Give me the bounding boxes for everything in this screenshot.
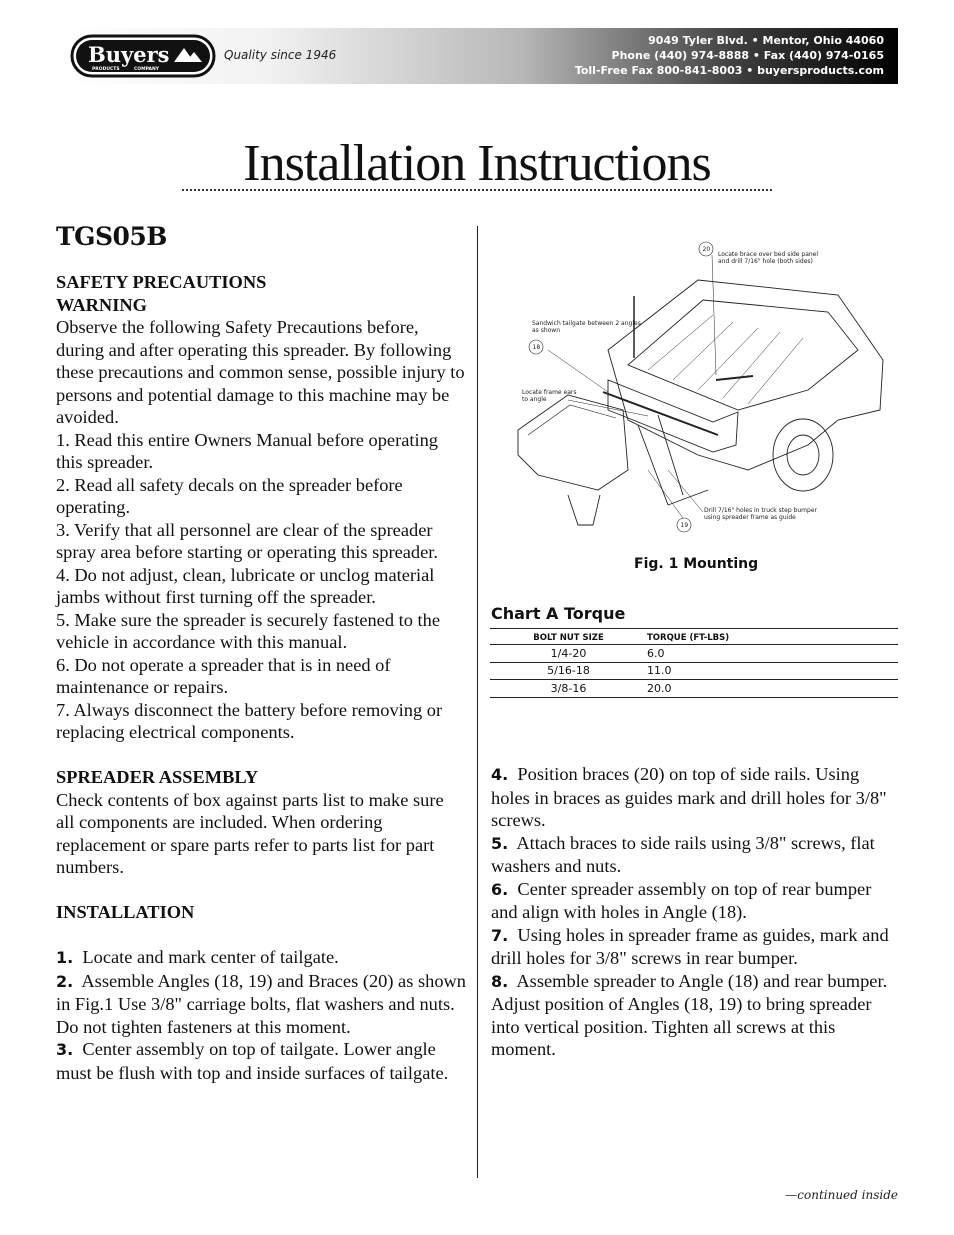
buyers-logo xyxy=(70,34,216,78)
step-text: Assemble Angles (18, 19) and Braces (20) as shown in Fig.1 Use 3/8" carriage bolts, flat washers and nuts. Do not tighten fasteners at this moment. xyxy=(56,970,467,1037)
step-text: Locate and mark center of tailgate. xyxy=(82,947,339,967)
table-row xyxy=(490,645,898,663)
title-dotted-rule xyxy=(182,189,772,191)
note-frame-ears: Locate frame ears xyxy=(522,389,577,396)
install-step xyxy=(491,970,891,1061)
model-number: TGS05B xyxy=(56,222,167,251)
warning-heading: WARNING xyxy=(56,294,147,315)
table-row xyxy=(490,680,898,698)
page-title: Installation Instructions xyxy=(243,135,711,192)
brand-name: Buyers xyxy=(88,42,170,67)
address-line: 9049 Tyler Blvd. • Mentor, Ohio 44060 xyxy=(648,34,884,47)
callout-19 xyxy=(677,518,691,532)
note-tailgate: Sandwich tailgate between 2 angles xyxy=(532,320,641,327)
torque-cell: 11.0 xyxy=(647,662,898,680)
wheel-hub xyxy=(787,435,819,475)
svg-text:18: 18 xyxy=(532,344,541,351)
torque-cell: 20.0 xyxy=(647,680,898,698)
rear-wheel xyxy=(773,419,833,491)
safety-item: 3. Verify that all personnel are clear of the spreader spray area before starting or operating this spreader. xyxy=(56,519,438,562)
table-row xyxy=(490,662,898,680)
bolt-size-cell: 3/8-16 xyxy=(490,680,647,698)
brand-sub-left: PRODUCTS xyxy=(92,67,120,72)
step-number: 3. xyxy=(56,1040,74,1059)
install-step xyxy=(491,832,891,878)
step-text: Position braces (20) on top of side rails. Using holes in braces as guides mark and drill holes for 3/8" screws. xyxy=(491,764,887,830)
note-bumper-2: using spreader frame as guide xyxy=(704,514,796,521)
installation-heading: INSTALLATION xyxy=(56,902,195,922)
assembly-heading: SPREADER ASSEMBLY xyxy=(56,767,259,787)
safety-item: 1. Read this entire Owners Manual before operating this spreader. xyxy=(56,429,438,472)
step-number: 2. xyxy=(56,971,74,991)
safety-item: 6. Do not operate a spreader that is in need of maintenance or repairs. xyxy=(56,654,391,697)
torque-table xyxy=(490,628,898,698)
table-header-row xyxy=(490,629,898,645)
install-step xyxy=(56,946,466,970)
brace-bar xyxy=(716,376,753,380)
note-tailgate-2: as shown xyxy=(532,327,561,334)
note-brace-2: and drill 7/16" hole (both sides) xyxy=(718,258,813,265)
safety-item: 7. Always disconnect the battery before removing or replacing electrical components. xyxy=(56,699,443,742)
torque-cell: 6.0 xyxy=(647,645,898,663)
install-step xyxy=(56,1038,466,1084)
install-step xyxy=(491,878,891,924)
company-address xyxy=(575,33,884,78)
step-number: 5. xyxy=(491,833,509,853)
install-step xyxy=(56,970,466,1039)
step-number: 4. xyxy=(491,765,509,784)
safety-heading: SAFETY PRECAUTIONS xyxy=(56,272,267,292)
torque-chart-title: Chart A Torque xyxy=(491,604,626,623)
left-column xyxy=(56,222,466,1084)
step-text: Attach braces to side rails using 3/8" screws, flat washers and nuts. xyxy=(491,832,875,876)
assembly-text: Check contents of box against parts list to make sure all components are included. When ordering replacement or spare parts refer to parts list for part numbers. xyxy=(56,789,444,877)
step-text: Using holes in spreader frame as guides, mark and drill holes for 3/8" screws in rear bumper. xyxy=(491,924,889,968)
spreader-hopper xyxy=(518,395,628,490)
mounting-diagram xyxy=(508,240,888,540)
svg-text:19: 19 xyxy=(680,522,689,529)
step-text: Assemble spreader to Angle (18) and rear bumper. Adjust position of Angles (18, 19) to bring spreader into vertical position. Tighten all screws at this moment. xyxy=(491,970,888,1059)
safety-section xyxy=(56,271,466,1084)
bolt-size-cell: 1/4-20 xyxy=(490,645,647,663)
bed-ribs xyxy=(648,315,803,404)
bed-floor xyxy=(628,300,858,410)
spreader-spinner xyxy=(568,495,600,525)
column-divider xyxy=(477,226,478,1178)
install-step xyxy=(491,763,891,832)
safety-item: 2. Read all safety decals on the spreader before operating. xyxy=(56,474,403,517)
step-number: 6. xyxy=(491,879,509,899)
col-bolt-size: BOLT NUT SIZE xyxy=(490,629,647,645)
figure-caption: Fig. 1 Mounting xyxy=(634,556,759,572)
safety-item: 4. Do not adjust, clean, lubricate or unclog material jambs without first turning off the spreader. xyxy=(56,564,435,607)
right-column xyxy=(491,763,891,1061)
brand-sub-right: COMPANY xyxy=(134,67,159,72)
spreader-frame xyxy=(638,415,708,505)
step-number: 8. xyxy=(491,971,509,991)
safety-intro: Observe the following Safety Precautions before, during and after operating this spreader. By following these precautions and common sense, possible injury to persons and potential damage to this machine may be avoided. xyxy=(56,317,465,427)
note-bumper: Drill 7/16" holes in truck step bumper xyxy=(704,507,817,514)
step-text: Center spreader assembly on top of rear bumper and align with holes in Angle (18). xyxy=(491,878,872,922)
angle-bar xyxy=(603,392,718,435)
install-step xyxy=(491,924,891,970)
note-frame-ears-2: to angle xyxy=(522,396,547,403)
svg-text:20: 20 xyxy=(702,246,711,253)
continued-note: —continued inside xyxy=(785,1188,898,1202)
tagline: Quality since 1946 xyxy=(224,48,337,62)
safety-item: 5. Make sure the spreader is securely fastened to the vehicle in accordance with this manual. xyxy=(56,609,441,652)
step-number: 1. xyxy=(56,948,74,967)
truck-bed-outline xyxy=(608,280,883,470)
col-torque: TORQUE (FT-LBS) xyxy=(647,629,898,645)
phone-line: Phone (440) 974-8888 • Fax (440) 974-0165 xyxy=(611,49,884,62)
note-brace: Locate brace over bed side panel xyxy=(718,251,819,258)
callout-20 xyxy=(699,242,713,256)
step-text: Center assembly on top of tailgate. Lower angle must be flush with top and inside surfaces of tailgate. xyxy=(56,1039,449,1083)
bolt-size-cell: 5/16-18 xyxy=(490,662,647,680)
callout-18 xyxy=(529,340,543,354)
tailgate xyxy=(608,380,738,452)
step-number: 7. xyxy=(491,925,509,945)
tollfree-line: Toll-Free Fax 800-841-8003 • buyersproducts.com xyxy=(574,64,884,77)
